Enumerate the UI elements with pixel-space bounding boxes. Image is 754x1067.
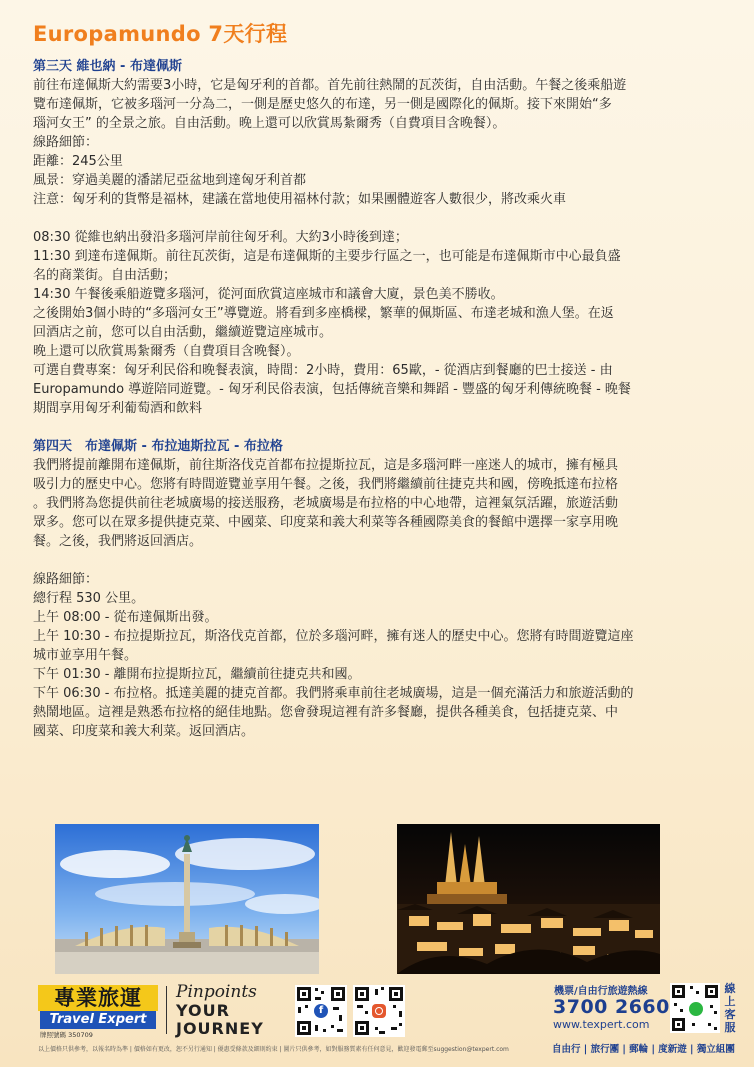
day4-line: 餐。之後，我們將返回酒店。 bbox=[33, 534, 203, 549]
instagram-qr-code[interactable] bbox=[353, 985, 405, 1037]
day3-line: 瑙河女王” 的全景之旅。自由活動。晚上還可以欣賞馬紮爾秀（自費項目含晚餐）。 bbox=[33, 116, 506, 131]
day4-line: 城市並享用午餐。 bbox=[33, 648, 138, 663]
day4-line: 上午 08:00 - 從布達佩斯出發。 bbox=[33, 610, 218, 625]
day4-heading: 第四天 布達佩斯 - 布拉迪斯拉瓦 - 布拉格 bbox=[33, 439, 283, 454]
whatsapp-qr-code[interactable] bbox=[670, 983, 720, 1033]
facebook-icon: f bbox=[314, 1004, 328, 1018]
day3-line: 之後開始3個小時的“多瑙河女王”導覽遊。將看到多座橋樑，繁華的佩斯區、布達老城和漁人堡。在返 bbox=[33, 306, 614, 321]
day3-line: 晚上還可以欣賞馬紮爾秀（自費項目含晚餐）。 bbox=[33, 344, 300, 359]
day4-line bbox=[33, 551, 728, 570]
footer-divider bbox=[166, 986, 167, 1034]
photo-heroes-square bbox=[55, 824, 319, 974]
day4-line: 。我們將為您提供前往老城廣場的接送服務，老城廣場是布拉格的中心地帶，這裡氣氛活躍，旅遊活動 bbox=[33, 496, 619, 511]
slogan-pinpoints: Pinpoints bbox=[176, 982, 257, 1002]
whatsapp-icon bbox=[688, 1001, 704, 1017]
day4-line: 我們將提前離開布達佩斯，前往斯洛伐克首都布拉提斯拉瓦，這是多瑙河畔一座迷人的城市，擁有極具 bbox=[33, 458, 619, 473]
hotline-label: 機票/自由行旅遊熱線 bbox=[554, 986, 648, 997]
day4-line: 下午 06:30 - 布拉格。抵達美麗的捷克首都。我們將乘車前往老城廣場，這是一個充滿活力和旅遊活動的 bbox=[33, 686, 634, 701]
day4-line: 吸引力的歷史中心。您將有時間遊覽並享用午餐。之後，我們將繼續前往捷克共和國，傍晚抵達布拉格 bbox=[33, 477, 619, 492]
itinerary-content bbox=[33, 57, 728, 741]
slogan-your: YOUR bbox=[176, 1001, 230, 1020]
day3-line: 名的商業街。自由活動； bbox=[33, 268, 177, 283]
disclaimer-text: 以上價格只供參考，以報名時為準 | 價格如有更改，恕不另行通知 | 優惠受條款及細則約束 | 圖片只供參考，如對服務質素有任何意見，歡迎發電郵至suggestion@texpert.com bbox=[38, 1046, 509, 1053]
slogan-journey: JOURNEY bbox=[176, 1019, 264, 1038]
day3-line: 注意：匈牙利的貨幣是福林，建議在當地使用福林付款；如果團體遊客人數很少，將改乘火車 bbox=[33, 192, 567, 207]
day4-line: 總行程 530 公里。 bbox=[33, 591, 145, 606]
instagram-icon bbox=[372, 1004, 386, 1018]
day3-line: 前往布達佩斯大約需要3小時，它是匈牙利的首都。首先前往熱鬧的瓦茨街，自由活動。午餐之後乘船遊 bbox=[33, 78, 627, 93]
logo-chinese: 專業旅運 bbox=[38, 985, 158, 1011]
website-link[interactable]: www.texpert.com bbox=[553, 1018, 650, 1031]
day4-line: 線路細節： bbox=[33, 572, 99, 587]
day4-line: 眾多。您可以在眾多提供捷克菜、中國菜、印度菜和義大利菜等各種國際美食的餐館中選擇一家享用晚 bbox=[33, 515, 619, 530]
day3-line bbox=[33, 209, 728, 228]
day4-body bbox=[33, 456, 728, 741]
day3-line: 期間享用匈牙利葡萄酒和飲料 bbox=[33, 401, 203, 416]
footer bbox=[0, 980, 754, 1067]
day4-line: 下午 01:30 - 離開布拉提斯拉瓦，繼續前往捷克共和國。 bbox=[33, 667, 361, 682]
photo-prague-night bbox=[397, 824, 660, 974]
day3-line: 風景：穿過美麗的潘諾尼亞盆地到達匈牙利首都 bbox=[33, 173, 307, 188]
day3-line: 線路細節： bbox=[33, 135, 99, 150]
day3-line: 11:30 到達布達佩斯。前往瓦茨街，這是布達佩斯的主要步行區之一，也可能是布達佩斯市中心最負盛 bbox=[33, 249, 621, 264]
company-logo[interactable] bbox=[38, 985, 158, 1029]
day3-heading: 第三天 維也納 - 布達佩斯 bbox=[33, 59, 182, 74]
day3-line: 回酒店之前，您可以自由活動，繼續遊覽這座城市。 bbox=[33, 325, 333, 340]
day3-line: 14:30 午餐後乘船遊覽多瑙河，從河面欣賞這座城市和議會大廈，景色美不勝收。 bbox=[33, 287, 504, 302]
services-list: 自由行 | 旅行團 | 郵輪 | 度新遊 | 獨立組團 bbox=[552, 1044, 735, 1055]
page-title: Europamundo 7天行程 bbox=[33, 22, 288, 46]
license-number: 牌照號碼 350709 bbox=[40, 1031, 93, 1039]
day4-line: 國菜、印度菜和義大利菜。返回酒店。 bbox=[33, 724, 255, 739]
day3-line: 可選自費專案：匈牙利民俗和晚餐表演，時間：2小時，費用：65歐，- 從酒店到餐廳的巴士接送 - 由 bbox=[33, 363, 613, 378]
day3-line: 覽布達佩斯，它被多瑙河一分為二，一側是歷史悠久的布達，另一側是國際化的佩斯。接下來開始“多 bbox=[33, 97, 612, 112]
logo-english: Travel Expert bbox=[40, 1011, 156, 1029]
day3-body bbox=[33, 76, 728, 418]
day4-line: 上午 10:30 - 布拉提斯拉瓦，斯洛伐克首都，位於多瑙河畔，擁有迷人的歷史中心。您將有時間遊覽這座 bbox=[33, 629, 634, 644]
day3-line: 08:30 從維也納出發沿多瑙河岸前往匈牙利。大約3小時後到達； bbox=[33, 230, 408, 245]
day3-line: 距離：245公里 bbox=[33, 154, 123, 169]
hotline-number[interactable]: 3700 2660 bbox=[553, 996, 670, 1018]
online-chat-label[interactable]: 線上客服 bbox=[724, 982, 736, 1034]
day3-line: Europamundo 導遊陪同遊覽。- 匈牙利民俗表演，包括傳統音樂和舞蹈 - 豐盛的匈牙利傳統晚餐 - 晚餐 bbox=[33, 382, 631, 397]
day4-line: 熱鬧地區。這裡是熟悉布拉格的絕佳地點。您會發現這裡有許多餐廳，提供各種美食，包括捷克菜、中 bbox=[33, 705, 619, 720]
facebook-qr-code[interactable] bbox=[295, 985, 347, 1037]
